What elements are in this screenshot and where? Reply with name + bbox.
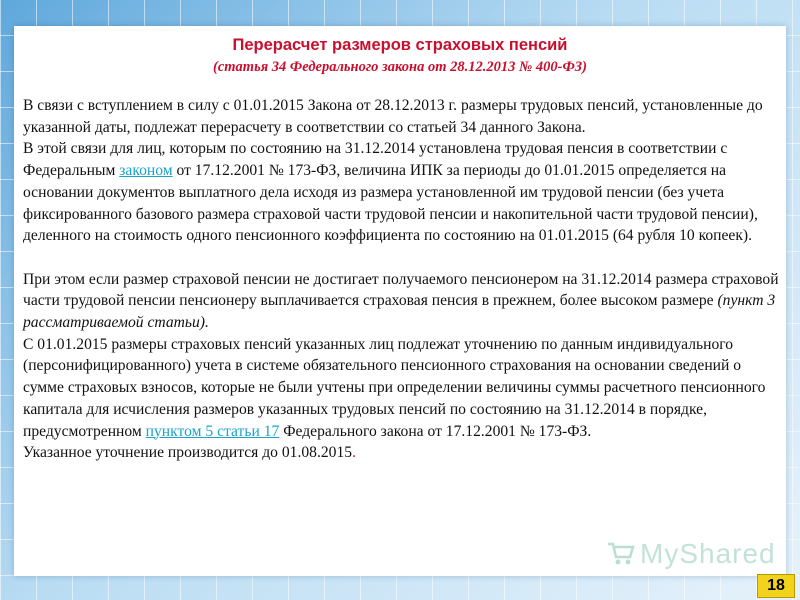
watermark [606, 540, 776, 568]
paragraph-5 [23, 442, 783, 464]
cart-icon [606, 541, 636, 567]
paragraph-2-end: от 17.12.2001 № 173-ФЗ, величина ИПК за периоды до 01.01.2015 определяется на основании документов выплатного дела исходя из размера установленной им трудовой пенсии (без учета фиксированного базового размера страховой части трудовой пенсии и накопительной части трудовой пенсии), деленного на стоимость одного пенсионного коэффициента по состоянию на 01.01.2015 (64 рубля 10 копеек). [23, 162, 758, 245]
paragraph-3 [23, 269, 783, 334]
paragraph-2 [23, 138, 783, 247]
slide-body [23, 95, 783, 464]
watermark-text: MyShared [640, 538, 776, 569]
page-number-badge: 18 [757, 574, 795, 598]
paragraph-1: В связи с вступлением в силу с 01.01.2015 Закона от 28.12.2013 г. размеры трудовых пенсий, установленные до указанной даты, подлежат перерасчету в соответствии со статьей 34 данного Закона. [23, 97, 763, 136]
paragraph-5-end: . [352, 444, 356, 462]
paragraph-gap [23, 247, 783, 269]
paragraph-4-start: С 01.01.2015 размеры страховых пенсий указанных лиц подлежат уточнению по данным индивидуального (персонифицированного) учета в системе обязательного пенсионного страхования на основании сведений о сумме страховых взносов, которые не были учтены при определении величины суммы расчетного пенсионного капитала для исчисления размеров указанных трудовых пенсий по состоянию на 31.12.2014 в порядке, предусмотренном [23, 335, 766, 440]
paragraph-3-note: (пункт 3 рассматриваемой статьи). [23, 292, 776, 332]
paragraph-4-end: Федерального закона от 17.12.2001 № 173-ФЗ. [279, 422, 592, 440]
paragraph-5-text: Указанное уточнение производится до 01.08.2015 [23, 444, 353, 462]
article-link[interactable]: пунктом 5 статьи 17 [145, 422, 280, 440]
slide-subtitle: (статья 34 Федерального закона от 28.12.2013 № 400-ФЗ) [213, 59, 587, 75]
paragraph-3-text: При этом если размер страховой пенсии не достигает получаемого пенсионером на 31.12.2014 размера страховой части трудовой пенсии пенсионеру выплачивается страховая пенсия в прежнем, более высоком размере [23, 270, 779, 310]
slide-title: Перерасчет размеров страховых пенсий [232, 36, 568, 54]
paragraph-2-start: В этой связи для лиц, которым по состоянию на 31.12.2014 установлена трудовая пенсия в соответствии с Федеральным [23, 140, 728, 180]
law-link[interactable]: законом [119, 162, 173, 180]
paragraph-4 [23, 334, 783, 443]
